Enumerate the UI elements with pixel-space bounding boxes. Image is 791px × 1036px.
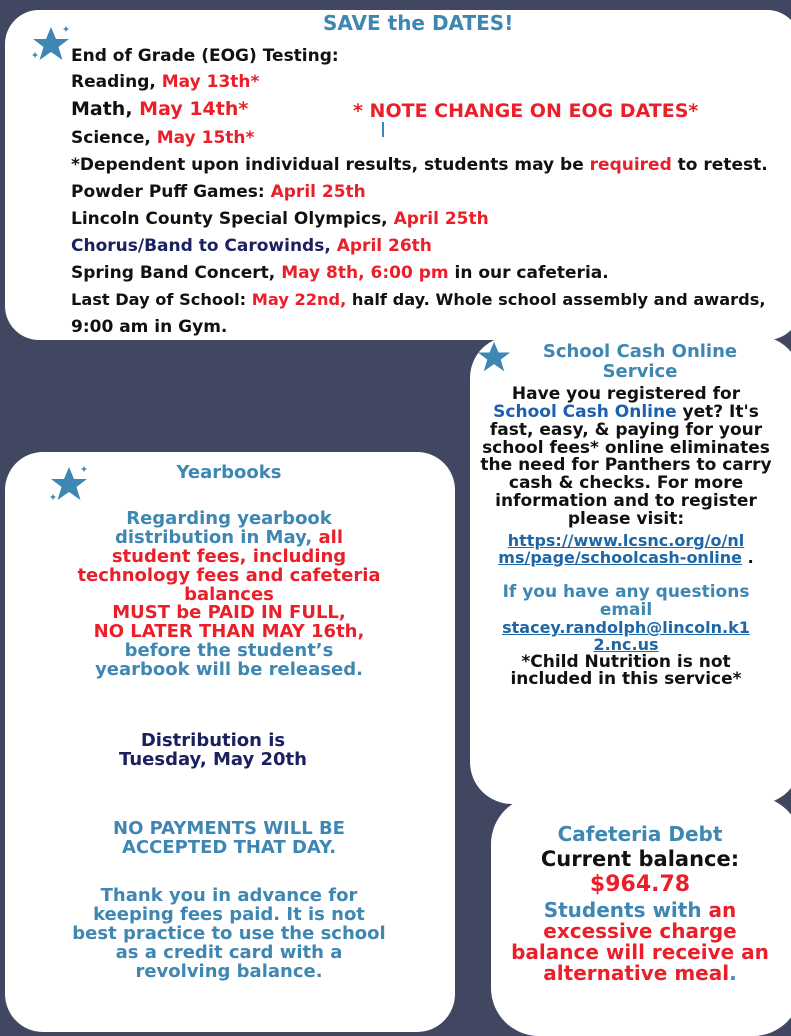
cash-body: [476, 386, 776, 689]
cash-title-2: Service: [602, 360, 678, 382]
cash-url-2-row[interactable]: [476, 547, 776, 567]
retest-a: *Dependent upon individual results, students may be: [71, 155, 590, 175]
cash-url-end: .: [742, 547, 754, 567]
thanks-line: keeping fees paid. It is not: [93, 903, 365, 925]
olympics-line: [71, 209, 489, 229]
olympics-label: Lincoln County Special Olympics,: [71, 209, 394, 229]
cash-url-1[interactable]: https://www.lcsnc.org/o/nl: [507, 530, 745, 550]
lastday-rest: half day. Whole school assembly and awards,: [346, 290, 766, 309]
cafeteria-debt-card: [491, 796, 791, 1036]
yearbook-body: [19, 510, 439, 680]
questions-line: email: [599, 600, 653, 621]
concert-label: Spring Band Concert,: [71, 263, 282, 283]
yb-line: MUST be PAID IN FULL,: [112, 602, 346, 624]
yb-line: technology fees and cafeteria: [77, 564, 381, 586]
thanks-line: best practice to use the school: [72, 922, 386, 944]
cash-line: Have you registered for: [511, 384, 741, 404]
debt-line: balance will receive an: [511, 940, 769, 964]
yearbooks-card: [5, 452, 455, 1032]
dist-line: Distribution is: [140, 730, 286, 751]
cash-line: school fees* online eliminates: [482, 437, 770, 458]
cash-line: information and to register: [495, 491, 757, 512]
save-the-dates-card: [5, 10, 791, 340]
chorus-date: April 26th: [336, 236, 432, 256]
debt-line: excessive charge: [543, 919, 737, 943]
questions-line: If you have any questions: [502, 582, 750, 603]
debt-line: [499, 963, 781, 984]
yb-line: yearbook will be released.: [95, 659, 363, 681]
thanks-line: as a credit card with a: [115, 941, 343, 963]
star-icon: [31, 24, 71, 64]
concert-rest: in our cafeteria.: [448, 263, 609, 283]
cash-line-rest: yet? It's: [676, 401, 759, 422]
science-line: [71, 128, 254, 148]
powder-date: April 25th: [270, 182, 366, 202]
school-cash-link[interactable]: School Cash Online: [493, 401, 677, 422]
cash-line: the need for Panthers to carry: [480, 455, 772, 476]
powder-puff-line: [71, 182, 366, 202]
debt-line-meal: alternative meal: [543, 961, 730, 985]
cash-email[interactable]: [476, 620, 776, 654]
no-pay-line: NO PAYMENTS WILL BE: [113, 818, 345, 839]
cash-questions: [476, 584, 776, 620]
text-cursor: [382, 122, 384, 137]
debt-line-a: Students with: [543, 898, 709, 922]
cash-title: [490, 342, 790, 382]
balance-label: Current balance:: [540, 847, 740, 871]
thank-you-note: [19, 887, 439, 981]
email-2[interactable]: 2.nc.us: [593, 634, 659, 654]
balance-value: $964.78: [589, 872, 691, 897]
yb-line: student fees, including: [111, 545, 347, 567]
olympics-date: April 25th: [393, 209, 489, 229]
debt-line-end: .: [729, 961, 737, 985]
school-cash-card: [470, 336, 791, 804]
no-pay-line: ACCEPTED THAT DAY.: [121, 836, 337, 858]
cash-line: fast, easy, & paying for your: [489, 419, 763, 440]
chorus-line: [71, 236, 432, 256]
retest-required: required: [589, 155, 672, 175]
last-day-line: [71, 290, 766, 309]
eog-heading: End of Grade (EOG) Testing:: [71, 46, 339, 66]
yb-line: Regarding yearbook: [126, 508, 332, 529]
cash-line: [476, 401, 776, 422]
email-1[interactable]: stacey.randolph@lincoln.k1: [502, 618, 750, 638]
concert-date: May 8th, 6:00 pm: [281, 263, 449, 283]
yearbooks-title: Yearbooks: [176, 462, 282, 483]
no-payments-note: [19, 820, 439, 858]
retest-line: [71, 155, 768, 175]
powder-label: Powder Puff Games:: [71, 182, 271, 202]
thanks-line: revolving balance.: [135, 960, 323, 982]
child-nutrition-note: [476, 651, 776, 690]
debt-line: [499, 900, 781, 921]
reading-date: May 13th*: [161, 72, 260, 92]
math-date: May 14th*: [139, 98, 249, 120]
yb-line: before the student’s: [124, 640, 334, 662]
reading-label: Reading,: [71, 72, 162, 92]
yb-line-a: distribution in May,: [114, 526, 319, 548]
math-line: [71, 98, 248, 120]
cash-line: cash & checks. For more: [508, 473, 744, 494]
reading-line: [71, 72, 259, 92]
retest-c: to retest.: [671, 155, 768, 175]
yb-line: [19, 526, 439, 548]
science-date: May 15th*: [156, 128, 255, 148]
thanks-line: Thank you in advance for: [100, 885, 358, 906]
math-label: Math,: [71, 98, 140, 120]
nutrition-line: included in this service*: [510, 669, 742, 690]
yb-line: balances: [184, 583, 274, 605]
lastday-date: May 22nd,: [251, 290, 347, 309]
concert-line: [71, 263, 609, 283]
lastday-label: Last Day of School:: [71, 290, 252, 309]
debt-message: [499, 900, 781, 984]
save-dates-title: SAVE the DATES!: [323, 11, 514, 35]
eog-change-note: * NOTE CHANGE ON EOG DATES*: [353, 100, 699, 122]
nutrition-line: *Child Nutrition is not: [521, 651, 731, 672]
science-label: Science,: [71, 128, 157, 148]
debt-title: Cafeteria Debt: [557, 822, 723, 846]
last-day-line-2: 9:00 am in Gym.: [71, 317, 228, 337]
cash-title-1: School Cash Online: [542, 341, 738, 362]
chorus-label: Chorus/Band to Carowinds,: [71, 236, 337, 256]
yb-line-b: all: [318, 526, 344, 548]
dist-line: Tuesday, May 20th: [119, 748, 307, 770]
distribution-info: [3, 732, 423, 770]
cash-line: please visit:: [567, 508, 685, 529]
debt-line-b: an: [708, 898, 737, 922]
yb-line: NO LATER THAN MAY 16th,: [93, 621, 365, 643]
cash-url[interactable]: [476, 530, 776, 567]
cash-url-2[interactable]: ms/page/schoolcash-online: [498, 547, 743, 567]
